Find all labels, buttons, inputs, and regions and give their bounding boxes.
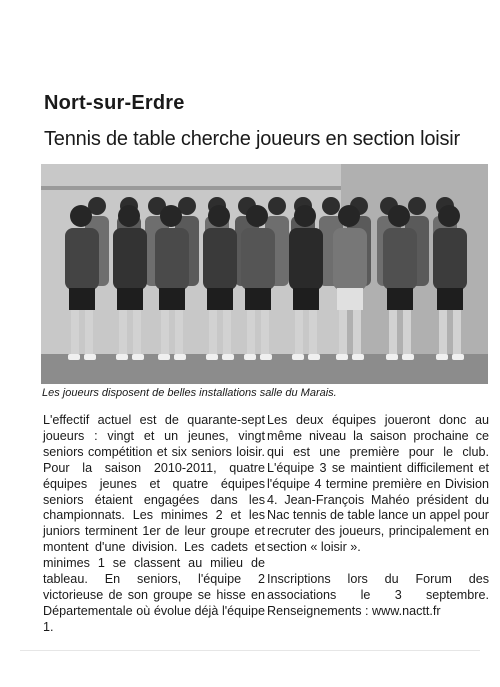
front-player-shorts	[293, 288, 319, 310]
front-player-head	[246, 205, 268, 227]
front-player-leg	[247, 310, 255, 354]
scan-divider	[20, 650, 480, 651]
front-player-shirt	[113, 228, 147, 290]
front-player-leg	[353, 310, 361, 354]
front-player-leg	[119, 310, 127, 354]
front-player-leg	[261, 310, 269, 354]
front-player-shirt	[383, 228, 417, 290]
front-player-head	[208, 205, 230, 227]
front-player-shirt	[289, 228, 323, 290]
front-player-shoe	[244, 354, 256, 360]
front-player-shirt	[203, 228, 237, 290]
article-headline: Tennis de table cherche joueurs en section loisir	[44, 128, 461, 150]
back-player-head	[268, 197, 286, 215]
front-player-shoe	[336, 354, 348, 360]
front-player-shorts	[387, 288, 413, 310]
front-player-leg	[453, 310, 461, 354]
front-player-shoe	[174, 354, 186, 360]
front-player-leg	[339, 310, 347, 354]
front-player-shirt	[155, 228, 189, 290]
front-player-shoe	[132, 354, 144, 360]
front-player-shirt	[241, 228, 275, 290]
front-player-shorts	[69, 288, 95, 310]
back-player-head	[322, 197, 340, 215]
front-player-shoe	[436, 354, 448, 360]
location-kicker: Nort-sur-Erdre	[44, 92, 185, 114]
front-player-shoe	[84, 354, 96, 360]
front-player-head	[70, 205, 92, 227]
column-1-text: L'effectif actuel est de quarante-sept joueurs : vingt et un jeunes, vingt seniors compétition et six seniors loisir. Pour la saison 2010-2011, quatre équipes jeunes et quatre équipes seniors étaient engagées dans les championnats. Les minimes 2 et les juniors terminent 1er de leur groupe et montent d'une division. Les cadets et minimes 1 se classent au milieu de tableau. En seniors, l'équipe 2 victorieuse de son groupe se hisse en Départementale où évolue déjà l'équipe 1.	[43, 413, 265, 634]
front-player-head	[438, 205, 460, 227]
front-player-head	[294, 205, 316, 227]
back-player-head	[408, 197, 426, 215]
front-player-leg	[161, 310, 169, 354]
front-player-shorts	[245, 288, 271, 310]
front-player-shoe	[116, 354, 128, 360]
front-player-leg	[295, 310, 303, 354]
front-player-leg	[309, 310, 317, 354]
front-player-leg	[133, 310, 141, 354]
registration-info: Inscriptions lors du Forum des associations le 3 septembre. Renseignements : www.nactt.fr	[267, 572, 489, 618]
front-player-leg	[403, 310, 411, 354]
front-player-shoe	[386, 354, 398, 360]
front-player-shoe	[402, 354, 414, 360]
front-player-leg	[85, 310, 93, 354]
front-player-leg	[389, 310, 397, 354]
front-player-shoe	[206, 354, 218, 360]
front-player-head	[160, 205, 182, 227]
front-player-shorts	[159, 288, 185, 310]
front-player-shorts	[117, 288, 143, 310]
front-player-head	[388, 205, 410, 227]
front-player-shorts	[437, 288, 463, 310]
front-player-shoe	[222, 354, 234, 360]
front-player-shoe	[308, 354, 320, 360]
front-player-leg	[71, 310, 79, 354]
front-player-head	[118, 205, 140, 227]
front-player-leg	[439, 310, 447, 354]
photo-caption: Les joueurs disposent de belles installations salle du Marais.	[42, 387, 337, 399]
front-player-shirt	[65, 228, 99, 290]
team-photo	[41, 164, 488, 384]
front-player-head	[338, 205, 360, 227]
front-player-shoe	[352, 354, 364, 360]
front-player-shoe	[68, 354, 80, 360]
front-player-shoe	[158, 354, 170, 360]
front-player-shirt	[433, 228, 467, 290]
front-player-leg	[209, 310, 217, 354]
team-photo-illustration	[41, 164, 488, 384]
front-player-shorts	[337, 288, 363, 310]
front-player-leg	[175, 310, 183, 354]
article-column-1	[43, 413, 265, 636]
front-player-shoe	[260, 354, 272, 360]
front-player-shirt	[333, 228, 367, 290]
front-player-leg	[223, 310, 231, 354]
column-2-text: Les deux équipes joueront donc au même niveau la saison prochaine ce qui est une première pour le club. L'équipe 3 se maintient difficilement et l'équipe 4 termine première en Division 4. Jean-François Mahéo président du Nac tennis de table lance un appel pour recruter des joueurs, principalement en section « loisir ».	[267, 413, 489, 555]
front-player-shoe	[292, 354, 304, 360]
front-player-shorts	[207, 288, 233, 310]
front-player-shoe	[452, 354, 464, 360]
article-column-2	[267, 413, 489, 620]
